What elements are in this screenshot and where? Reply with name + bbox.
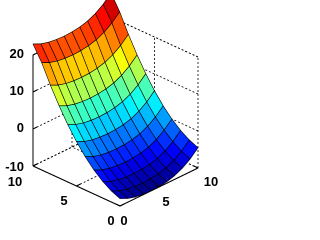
- y-tick-label: 5: [60, 193, 68, 208]
- x-tick-label: 10: [203, 174, 219, 189]
- x-tick-label: 0: [120, 213, 128, 228]
- x-tick-mark: [194, 166, 198, 168]
- y-tick-mark: [77, 184, 81, 186]
- x-tick-label: 5: [162, 194, 170, 209]
- surface-mesh: [33, 0, 198, 199]
- y-tick-label: 0: [107, 213, 115, 228]
- z-tick-mark: [33, 53, 37, 55]
- x-tick-mark: [116, 204, 120, 206]
- y-tick-mark: [33, 164, 37, 166]
- z-tick-label: 20: [9, 46, 24, 61]
- z-tick-label: -10: [5, 159, 24, 174]
- z-tick-mark: [33, 90, 37, 92]
- y-tick-mark: [120, 204, 124, 206]
- y-tick-label: 10: [7, 174, 23, 189]
- z-tick-label: 10: [9, 83, 24, 98]
- z-tick-mark: [33, 127, 37, 129]
- z-tick-label: 0: [16, 120, 24, 135]
